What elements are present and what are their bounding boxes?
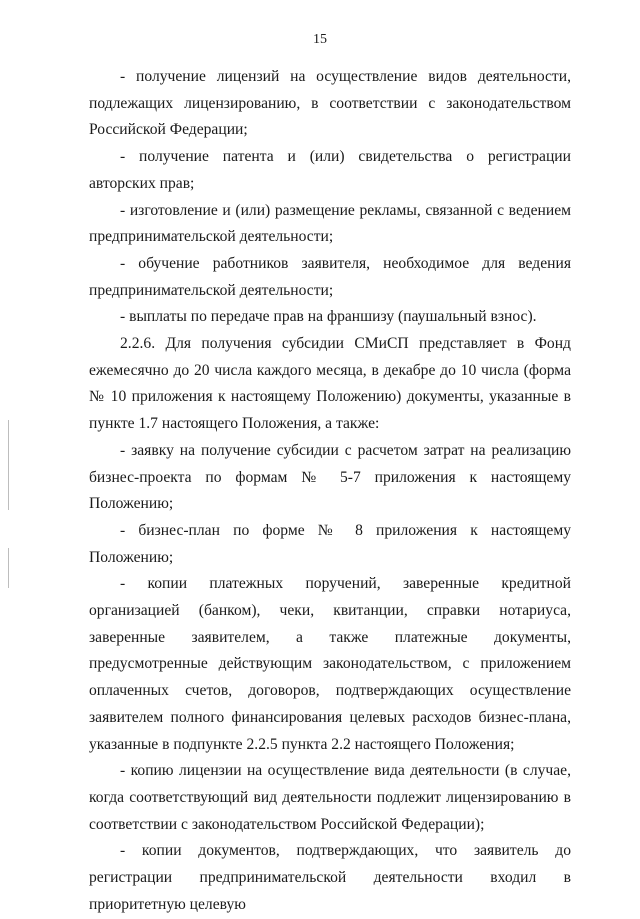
paragraph-target-group: - копии документов, подтверждающих, что заявитель до регистрации предпринимательской деятельности входил в приоритетную целевую	[89, 842, 571, 913]
paragraph-payment-copies: - копии платежных поручений, заверенные кредитной организацией (банком), чеки, квитанции, справки нотариуса, заверенные заявителем, а также платежные документы, предусмотренные действующим законодательством, с приложением оплаченных счетов, договоров, подтверждающих осуществление заявителем полного финансирования целевых расходов бизнес-плана, указанные в подпункте 2.2.5 пункта 2.2 настоящего Положения;	[89, 575, 571, 753]
paragraph-advertising: - изготовление и (или) размещение рекламы, связанной с ведением предпринимательской деятельности;	[89, 201, 571, 246]
paragraph-patent: - получение патента и (или) свидетельства о регистрации авторских прав;	[89, 148, 571, 192]
paragraph-training: - обучение работников заявителя, необходимое для ведения предпринимательской деятельности;	[89, 254, 571, 299]
document-body	[89, 64, 571, 919]
paragraph-franchise: - выплаты по передаче прав на франшизу (паушальный взнос).	[120, 308, 537, 326]
page-number: 15	[313, 32, 327, 47]
scan-edge-mark	[8, 420, 9, 510]
paragraph-business-plan: - бизнес-план по форме № 8 приложения к настоящему Положению;	[89, 521, 571, 566]
scan-edge-mark	[8, 548, 9, 588]
paragraph-license-copy: - копию лицензии на осуществление вида деятельности (в случае, когда соответствующий вид деятельности подлежит лицензированию в соответствии с законодательством Российской Федерации);	[89, 762, 571, 833]
paragraph-application: - заявку на получение субсидии с расчетом затрат на реализацию бизнес-проекта по формам № 5-7 приложения к настоящему Положению;	[89, 441, 571, 513]
paragraph-license: - получение лицензий на осуществление видов деятельности, подлежащих лицензированию, в соответствии с законодательством Российской Федерации;	[89, 68, 571, 139]
paragraph-clause-2-2-6: 2.2.6. Для получения субсидии СМиСП представляет в Фонд ежемесячно до 20 числа каждого месяца, в декабре до 10 числа (форма № 10 приложения к настоящему Положению) документы, указанные в пункте 1.7 настоящего Положения, а также:	[89, 335, 571, 433]
